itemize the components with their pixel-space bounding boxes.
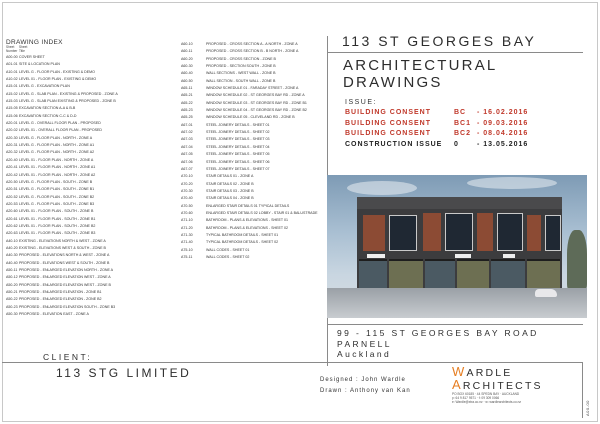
sheet-title-cell: TYPICAL BATHROOM DETAILS - SHEET 02 [206,240,279,245]
sheet-title-cell: COVER SHEET [19,55,45,59]
sheet-title-cell: PROPOSED - ENLARGED ELEVATION SOUTH - ZONE B3 [19,304,116,309]
sheet-title-cell: EXISTING - ELEVATIONS WEST & SOUTH - ZONE B [19,245,106,250]
issue-label: ISSUE: [345,99,377,106]
sheet-number-cell: A60-40 [181,71,193,76]
sheet-number-cell: A71-30 [181,232,193,237]
sheet-title-cell: LEVEL G - FLOOR PLAN - NORTH - ZONE A2 [19,150,95,155]
sheet-number-cell: A20-02 [6,128,18,133]
sheet-number-cell: A20-01 [6,121,18,126]
issue-code: 0 [454,140,459,148]
sheet-title-cell: WALL CODES - SHEET 01 [206,247,250,252]
sheet-title-cell: LEVEL G - SLAB PLAN - EXISTING & PROPOSED - ZONE A [19,91,118,96]
sheet-number-cell: A10-02 [6,77,18,82]
sheet-number-cell: A50-11 [6,267,18,272]
sheet-number-cell: A71-10 [181,218,193,223]
issue-date: - 09.03.2016 [477,119,529,127]
sheet-title-cell: EXCAVATION SECTION C-C & D-D [19,113,77,118]
sheet-number-cell: A20-32 [6,150,18,155]
issue-desc: BUILDING CONSENT [345,119,431,127]
client-label: CLIENT: [43,352,93,362]
sheet-title-cell: STAIR DETAILS 01 - ZONE A [206,174,254,179]
sheet-title-cell: LEVEL 01 - FLOOR PLAN - SOUTH - ZONE B3 [19,231,96,236]
sheet-number-cell: A20-52 [6,194,18,199]
sheet-title-cell: STAIR DETAILS 02 - ZONE B [206,181,254,186]
sheet-title-cell: LEVEL G - OVERALL FLOOR PLAN - PROPOSED [19,121,101,126]
sheet-title-cell: PROPOSED - ELEVATIONS NORTH & WEST - ZONE A [19,253,110,258]
sheet-title-cell: PROPOSED - CROSS SECTION - ZONE B [206,56,276,61]
logo-phone: p: 64 9 817 9571 · f: 09 309 0066 [452,396,500,401]
issue-code: BC2 [454,130,472,137]
sheet-number-cell: A40-20 [6,245,18,250]
sheet-number-cell: A65-25 [181,115,193,120]
sheet-number-cell: A67-03 [181,137,193,142]
sheet-number-cell: A60-30 [181,64,193,69]
issue-code: BC [454,109,467,116]
sheet-number-cell: A75-11 [181,254,193,259]
sheet-title-cell: WINDOW SCHEDULE 05 - CLEVELAND RD - ZONE B [206,115,295,120]
sheet-number-cell: A65-22 [181,100,193,105]
building-rendering [327,175,587,318]
sheet-number-cell: A60-11 [181,49,193,54]
index-col-title: Sheet Title [19,45,28,53]
sheet-title-cell: WALL CODES - SHEET 02 [206,254,250,259]
sheet-title-cell: LEVEL G - FLOOR PLAN - NORTH - ZONE A [19,135,93,140]
divider [327,324,583,325]
sheet-number-cell: A50-12 [6,275,18,280]
sheet-number-cell: A20-30 [6,135,18,140]
drawings-heading [343,58,497,91]
index-title: DRAWING INDEX [6,39,63,46]
logo-line-2: ARCHITECTS [452,377,543,392]
sheet-number-cell: A70-30 [181,188,193,193]
wardle-architects-logo [452,366,580,406]
sheet-number-cell: A20-31 [6,143,18,148]
sheet-title-cell: LEVEL 01 - FLOOR PLAN - EXISTING & DEMO [19,77,97,82]
client-name: 113 STG LIMITED [56,366,192,380]
sheet-title-cell: ENLARGED STAIR DETAILS 01 TYPICAL DETAILS [206,203,290,208]
sheet-number-cell: A20-40 [6,157,18,162]
sheet-number-cell: A20-42 [6,172,18,177]
sheet-title-cell: STEEL JOINERY DETAILS - SHEET 01 [206,122,270,127]
sheet-number-cell: A20-53 [6,201,18,206]
logo-email: e: Wardle@xtra.co.nz · w: wardlearchitects.co.nz [452,400,522,405]
project-name: 113 ST GEORGES BAY [342,33,537,49]
issue-code: BC1 [454,119,472,127]
sheet-title-cell: WALL SECTIONS - WEST WALL - ZONE B [206,71,276,76]
sheet-number-cell: A20-60 [6,209,18,214]
sheet-title-cell: PROPOSED - CROSS SECTION A - A NORTH - ZONE A [206,42,298,46]
sheet-number-cell: A70-50 [181,203,193,208]
sheet-number-cell: A65-21 [181,93,193,98]
sheet-title-cell: LEVEL G - FLOOR PLAN - SOUTH - ZONE B2 [19,194,95,199]
sheet-number-cell: A15-05 [6,106,18,111]
sheet-title-cell: LEVEL G - FLOOR PLAN - NORTH - ZONE A1 [19,143,95,148]
drawn-by: Drawn : Anthony van Kan [320,388,411,394]
sheet-number-cell: A67-02 [181,130,193,135]
sheet-title-cell: LEVEL 01 - FLOOR PLAN - NORTH - ZONE A [19,157,94,162]
sheet-number-cell: A75-10 [181,247,193,252]
sheet-title-cell: PROPOSED - ENLARGED ELEVATION WEST - ZONE A [19,275,111,280]
sheet-title-cell: WINDOW SCHEDULE 02 - ST GEORGES BAY RD - ZONE A [206,93,305,98]
sheet-number-cell: A15-01 [6,84,18,89]
heading-line-1: ARCHITECTURAL [343,57,498,74]
sheet-number-cell: A65-23 [181,108,193,113]
sheet-number-cell: A10-01 [6,69,18,74]
sheet-number-cell: A20-41 [6,165,18,170]
sheet-title-cell: PROPOSED - ENLARGED ELEVATION - ZONE B2 [19,297,102,302]
sheet-title-cell: LEVEL G - FLOOR PLAN - EXISTING & DEMO [19,69,95,74]
credits [320,375,411,397]
sheet-title-cell: STAIR DETAILS 03 - ZONE B [206,188,254,193]
sheet-number-cell: A40-30 [6,253,18,258]
heading-line-2: DRAWINGS [343,73,443,91]
sheet-title-cell: EXCAVATION SECTION A-A & B-B [19,106,76,111]
sheet-title-cell: PROPOSED - ELEVATION EAST - ZONE A [19,312,89,317]
sheet-title-cell: LEVEL 01 - FLOOR PLAN - SOUTH - ZONE B2 [19,223,96,228]
sheet-number-cell: A40-40 [6,260,18,265]
sheet-number-cell: A70-40 [181,196,193,201]
sheet-number-cell: A60-20 [181,56,193,61]
sheet-number-cell: A70-60 [181,210,193,215]
sheet-title-cell: WINDOW SCHEDULE 03 - ST GEORGES BAY RD - ZONE B1 [206,100,307,105]
sheet-title-cell: EXISTING - ELEVATIONS NORTH & WEST - ZONE A [19,238,106,243]
logo-address: PO BOX 60185 · 44 SPEDN BAY · AUCKLAND [452,392,520,396]
divider-vertical [582,362,583,418]
sheet-title-cell: LEVEL 01 - FLOOR PLAN - SOUTH - ZONE B [19,209,94,214]
tree [567,230,587,290]
address-line-2: PARNELL [337,338,392,349]
sheet-number-cell: A67-05 [181,152,193,157]
sheet-number-cell: A70-10 [181,174,193,179]
sheet-number-cell: A50-23 [6,304,18,309]
sheet-title-cell: WINDOW SCHEDULE 04 - ST GEORGES BAY RD - ZONE B2 [206,108,307,113]
address-line-3: Auckland [337,349,392,359]
sheet-title-cell: STEEL JOINERY DETAILS - SHEET 07 [206,166,270,171]
sheet-number-cell: A71-20 [181,225,193,230]
sheet-title-cell: STEEL JOINERY DETAILS - SHEET 02 [206,130,270,135]
sheet-number-cell: A60-50 [181,78,193,83]
sheet-number-cell: A20-63 [6,231,18,236]
sheet-number-cell: A50-22 [6,297,18,302]
sheet-number-cell: A71-40 [181,240,193,245]
sheet-number: A00-00 [585,400,590,416]
sheet-number-cell: A15-03 [6,99,18,104]
address-line-1: 99 - 115 ST GEORGES BAY ROAD [337,328,539,338]
issue-desc: CONSTRUCTION ISSUE [345,140,443,148]
sheet-number-cell: A40-10 [6,238,18,243]
sheet-number-cell: A67-07 [181,166,193,171]
sheet-title-cell: LEVEL G - FLOOR PLAN - SOUTH - ZONE B [19,179,93,184]
sheet-number-cell: A67-06 [181,159,193,164]
sheet-title-cell: LEVEL G - FLOOR PLAN - SOUTH - ZONE B3 [19,201,95,206]
sheet-title-cell: PROPOSED - ENLARGED ELEVATION NORTH - ZONE A [19,267,114,272]
issue-date: - 08.04.2016 [477,130,529,137]
sheet-title-cell: BATHROOM - PLANS & ELEVATIONS - SHEET 01 [206,218,289,223]
sheet-number-cell: A20-61 [6,216,18,221]
sheet-title-cell: WINDOW SCHEDULE 01 - FARADAY STREET - ZONE A [206,86,299,91]
sheet-title-cell: SITE & LOCATION PLAN [19,62,60,67]
sheet-title-cell: PROPOSED - SECTION SOUTH - ZONE B [206,64,276,69]
sheet-title-cell: STAIR DETAILS 04 - ZONE B [206,196,254,201]
index-col-sheet: Sheet Number [6,45,18,53]
sheet-title-cell: STEEL JOINERY DETAILS - SHEET 05 [206,152,270,157]
sheet-number-cell: A20-50 [6,179,18,184]
sheet-title-cell: ENLARGED STAIR DETAILS 02 LOBBY - STAIR 01 & BALUSTRADE [206,210,318,215]
sheet-title-cell: LEVEL G - FLOOR PLAN - SOUTH - ZONE B1 [19,187,95,192]
issue-date: - 16.02.2016 [477,109,529,116]
sheet-title-cell: PROPOSED - ENLARGED ELEVATION WEST - ZONE B [19,282,111,287]
sheet-title-cell: PROPOSED - CROSS SECTION B - B NORTH - ZONE A [206,49,299,54]
sheet-number-cell: A15-02 [6,91,18,96]
sheet-number-cell: A20-51 [6,187,18,192]
sheet-title-cell: LEVEL G - EXCAVATION PLAN [19,84,70,89]
designed-by: Designed : John Wardle [320,377,406,383]
sheet-title-cell: LEVEL G - SLAB PLAN EXISTING & PROPOSED - ZONE B [19,99,116,104]
sheet-title-cell: PROPOSED - ENLARGED ELEVATION - ZONE B1 [19,290,102,294]
sheet-number-cell: A50-21 [6,290,18,294]
sheet-title-cell: LEVEL 01 - FLOOR PLAN - NORTH - ZONE A2 [19,172,96,177]
issue-date: - 13.05.2016 [477,140,529,148]
sheet-number-cell: A65-11 [181,86,193,91]
sheet-title-cell: STEEL JOINERY DETAILS - SHEET 03 [206,137,270,142]
issue-desc: BUILDING CONSENT [345,109,431,116]
sheet-title-cell: LEVEL 01 - FLOOR PLAN - NORTH - ZONE A1 [19,165,96,170]
sheet-number-cell: A67-01 [181,122,193,127]
divider [327,52,583,53]
sheet-number-cell: A50-30 [6,312,18,317]
sheet-title-cell: PROPOSED - ELEVATIONS WEST & SOUTH - ZONE B [19,260,110,265]
sheet-title-cell: STEEL JOINERY DETAILS - SHEET 04 [206,144,270,149]
sheet-title-cell: WALL SECTION - SOUTH WALL - ZONE B [206,78,276,83]
logo-line-1: WARDLE [452,364,513,379]
sheet-number-cell: A01-01 [6,62,18,67]
sheet-title-cell: BATHROOM - PLANS & ELEVATIONS - SHEET 02 [206,225,289,230]
sheet-title-cell: LEVEL 01 - OVERALL FLOOR PLAN - PROPOSED [19,128,103,133]
car [535,289,557,297]
divider [2,362,582,363]
sheet-number-cell: A50-20 [6,282,18,287]
issue-desc: BUILDING CONSENT [345,130,431,137]
sheet-title-cell: LEVEL 01 - FLOOR PLAN - SOUTH - ZONE B1 [19,216,96,221]
sheet-number-cell: A20-62 [6,223,18,228]
sheet-title-cell: TYPICAL BATHROOM DETAILS - SHEET 01 [206,232,279,237]
sheet-number-cell: A15-06 [6,113,18,118]
sheet-number-cell: A67-04 [181,144,193,149]
sheet-number-cell: A60-10 [181,42,193,46]
sheet-title-cell: STEEL JOINERY DETAILS - SHEET 06 [206,159,270,164]
site-address [337,328,539,360]
sheet-number-cell: A00-00 [6,55,18,59]
sheet-number-cell: A70-20 [181,181,193,186]
